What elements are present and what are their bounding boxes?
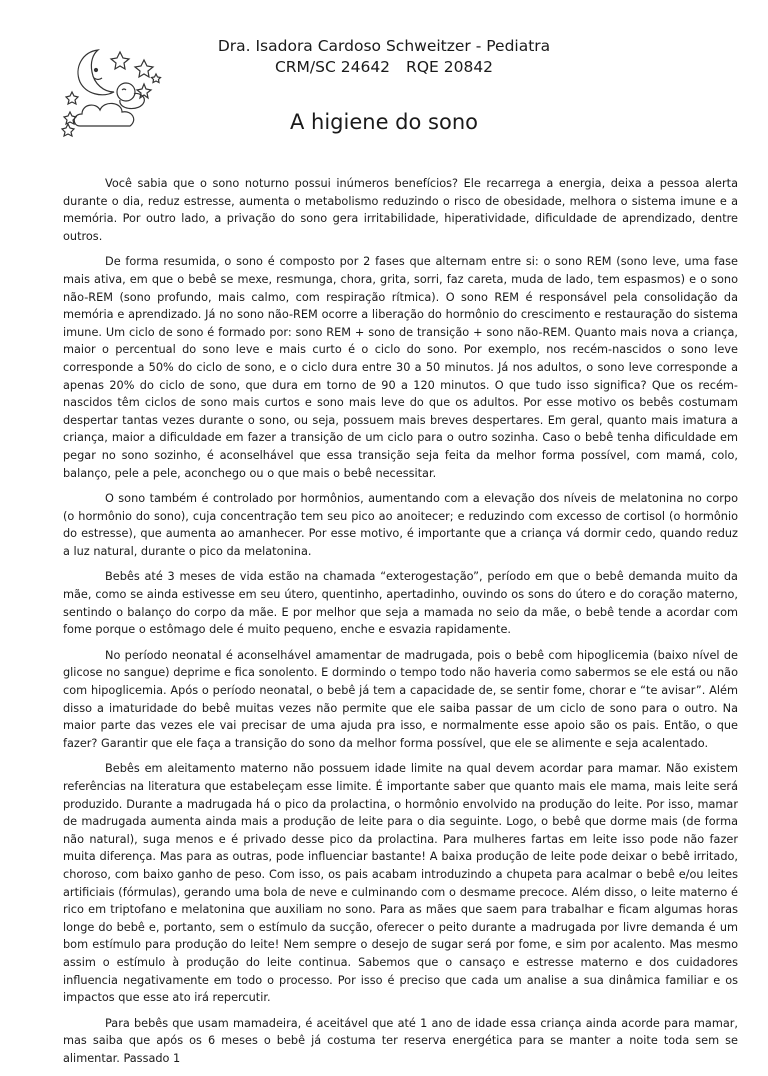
- paragraph: De forma resumida, o sono é composto por 2 fases que alternam entre si: o sono REM (sono leve, uma fase mais ativa, em que o bebê se mexe, resmunga, chora, grita, sorri, faz careta, muda de lado, tem espasmos) e o sono não-REM (sono profundo, mais calmo, com respiração rítmica). O sono REM é responsável pela consolidação da memória e aprendizado. Já no sono não-REM ocorre a liberação do hormônio do crescimento e restauração do sistema imune. Um ciclo de sono é formado por: sono REM + sono de transição + sono não-REM. Quanto mais nova a criança, maior o percentual do sono leve e mais curto é o ciclo do sono. Por exemplo, nos recém-nascidos o sono leve corresponde a 50% do ciclo de sono, e o ciclo dura entre 30 a 50 minutos. Já nos adultos, o sono leve corresponde a apenas 20% do ciclo de sono, que dura em torno de 90 a 120 minutos. O que tudo isso significa? Que os recém-nascidos têm ciclos de sono mais curtos e sono mais leve do que os adultos. Por esse motivo os bebês costumam despertar tantas vezes durante o sono, ou seja, possuem mais breves despertares. Em geral, quanto mais imatura a criança, maior a dificuldade em fazer a transição de um ciclo para o outro sozinha. Caso o bebê tenha dificuldade em pegar no sono sozinho, é aconselhável que essa transição seja feita da melhor forma possível, com mamá, colo, balanço, pele a pele, aconchego ou o que mais o bebê necessitar.: [63, 255, 738, 480]
- paragraph: Você sabia que o sono noturno possui inúmeros benefícios? Ele recarrega a energia, deixa a pessoa alerta durante o dia, reduz estresse, aumenta o metabolismo reduzindo o risco de obesidade, melhora o sistema imune e a memória. Por outro lado, a privação do sono gera irritabilidade, hiperatividade, dificuldade de aprendizado, dentre outros.: [63, 177, 738, 243]
- registration-numbers: [190, 57, 578, 78]
- crm-number: CRM/SC 24642: [274, 58, 391, 76]
- paragraph: Bebês em aleitamento materno não possuem idade limite na qual devem acordar para mamar. Não existem referências na literatura que estabeleçam esse limite. É importante saber que quanto mais ele mama, mais leite será produzido. Durante a madrugada há o pico da prolactina, o hormônio envolvido na produção do leite. Por isso, mamar de madrugada aumenta ainda mais a produção de leite para o dia seguinte. Logo, o bebê que dorme mais (de forma não natural), suga menos e é privado desse pico da prolactina. Para mulheres fartas em leite isso pode não fazer muita diferença. Mas para as outras, pode influenciar bastante! A baixa produção de leite pode deixar o bebê irritado, choroso, com baixo ganho de peso. Com isso, os pais acabam introduzindo a chupeta para acalmar o bebê e/ou leites artificiais (fórmulas), gerando uma bola de neve e culminando com o desmame precoce. Além disso, o leite materno é rico em triptofano e melatonina que auxiliam no sono. Para as mães que saem para trabalhar e ficam algumas horas longe do bebê e, portanto, sem o estímulo da sucção, oferecer o peito durante a madrugada por livre demanda é um bom estímulo para produção do leite! Nem sempre o desejo de sugar será por fome, e sim por acalento. Mas mesmo assim o estímulo à produção do leite continua. Sabemos que o cansaço e estresse materno e dos cuidadores influencia negativamente em todo o processo. Por isso é preciso que cada um analise a sua dinâmica familiar e os impactos que esse ato irá repercutir.: [63, 762, 738, 1005]
- paragraph: Para bebês que usam mamadeira, é aceitável que até 1 ano de idade essa criança ainda acorde para mamar, mas saiba que após os 6 meses o bebê já costuma ter reserva energética para se manter a noite toda sem se alimentar. Passado 1: [63, 1016, 738, 1065]
- document-body: [63, 175, 738, 1076]
- doctor-name: Dra. Isadora Cardoso Schweitzer - Pediatra: [217, 37, 551, 55]
- moon-stars-logo: [60, 38, 166, 140]
- page-title: A higiene do sono: [290, 110, 478, 134]
- document-header: [190, 36, 578, 78]
- paragraph: Bebês até 3 meses de vida estão na chamada “exterogestação”, período em que o bebê demanda muito da mãe, como se ainda estivesse em seu útero, quentinho, apertadinho, ouvindo os sons do útero e do coração materno, sentindo o balanço do corpo da mãe. E por melhor que seja a mamada no seio da mãe, o bebê tende a acordar com fome porque o estômago dele é muito pequeno, enche e esvazia rapidamente.: [63, 570, 738, 637]
- paragraph: O sono também é controlado por hormônios, aumentando com a elevação dos níveis de melatonina no corpo (o hormônio do sono), cuja concentração tem seu pico ao anoitecer; e reduzindo com excesso de cortisol (o hormônio do estresse), que aumenta ao amanhecer. Por esse motivo, é importante que a criança vá dormir cedo, quando reduz a luz natural, durante o pico da melatonina.: [63, 492, 738, 558]
- rqe-number: RQE 20842: [406, 58, 494, 76]
- paragraph: No período neonatal é aconselhável amamentar de madrugada, pois o bebê com hipoglicemia (baixo nível de glicose no sangue) deprime e fica sonolento. E dormindo o tempo todo não haveria como sabermos se ele está ou não com hipoglicemia. Após o período neonatal, o bebê já tem a capacidade de, se sentir fome, chorar e “te avisar”. Além disso a imaturidade do bebê muitas vezes não permite que ele saiba passar de um ciclo de sono para o outro. Na maior parte das vezes ele vai precisar de uma ajuda pra isso, e normalmente esse apoio são os pais. Então, o que fazer? Garantir que ele faça a transição do sono da melhor forma possível, que ele se alimente e seja acalentado.: [63, 648, 738, 750]
